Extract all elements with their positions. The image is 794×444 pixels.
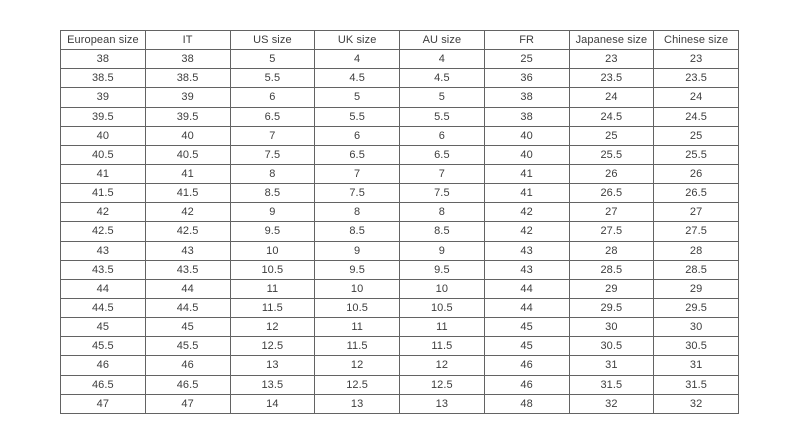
table-cell: 43.5 <box>61 260 146 279</box>
table-row <box>61 222 739 241</box>
table-cell: 4 <box>400 50 485 69</box>
table-cell: 11.5 <box>400 337 485 356</box>
table-row <box>61 203 739 222</box>
table-cell: 42.5 <box>145 222 230 241</box>
table-cell: 12 <box>230 318 315 337</box>
table-cell: 38.5 <box>145 69 230 88</box>
table-cell: 27 <box>569 203 654 222</box>
table-cell: 40 <box>484 126 569 145</box>
table-cell: 26.5 <box>654 184 739 203</box>
table-cell: 5.5 <box>400 107 485 126</box>
table-cell: 36 <box>484 69 569 88</box>
table-body <box>61 50 739 414</box>
table-cell: 8.5 <box>400 222 485 241</box>
table-row <box>61 241 739 260</box>
table-cell: 8.5 <box>315 222 400 241</box>
table-cell: 39.5 <box>61 107 146 126</box>
table-cell: 11 <box>315 318 400 337</box>
table-cell: 44 <box>484 298 569 317</box>
table-cell: 25 <box>569 126 654 145</box>
table-cell: 24 <box>654 88 739 107</box>
table-row <box>61 69 739 88</box>
table-row <box>61 375 739 394</box>
table-cell: 44.5 <box>61 298 146 317</box>
table-cell: 6.5 <box>315 145 400 164</box>
table-row <box>61 50 739 69</box>
table-cell: 6.5 <box>400 145 485 164</box>
table-cell: 6 <box>230 88 315 107</box>
table-cell: 41.5 <box>61 184 146 203</box>
table-cell: 24 <box>569 88 654 107</box>
table-cell: 27 <box>654 203 739 222</box>
table-cell: 26 <box>654 164 739 183</box>
table-cell: 46.5 <box>61 375 146 394</box>
table-cell: 32 <box>654 394 739 413</box>
table-cell: 42 <box>484 222 569 241</box>
table-cell: 12.5 <box>400 375 485 394</box>
table-cell: 11 <box>400 318 485 337</box>
table-cell: 43 <box>61 241 146 260</box>
table-cell: 41 <box>61 164 146 183</box>
table-cell: 45 <box>145 318 230 337</box>
table-cell: 23 <box>569 50 654 69</box>
table-cell: 11.5 <box>230 298 315 317</box>
table-cell: 30.5 <box>569 337 654 356</box>
table-cell: 30 <box>569 318 654 337</box>
table-cell: 44 <box>484 279 569 298</box>
table-cell: 46 <box>484 356 569 375</box>
table-cell: 39.5 <box>145 107 230 126</box>
table-cell: 41 <box>484 184 569 203</box>
table-cell: 45 <box>61 318 146 337</box>
table-cell: 38 <box>61 50 146 69</box>
table-cell: 14 <box>230 394 315 413</box>
table-cell: 7 <box>400 164 485 183</box>
table-cell: 38 <box>145 50 230 69</box>
table-cell: 10.5 <box>315 298 400 317</box>
table-cell: 11 <box>230 279 315 298</box>
table-row <box>61 88 739 107</box>
table-cell: 10 <box>230 241 315 260</box>
table-cell: 9 <box>400 241 485 260</box>
table-cell: 4.5 <box>315 69 400 88</box>
table-row <box>61 126 739 145</box>
table-cell: 41.5 <box>145 184 230 203</box>
table-cell: 9.5 <box>400 260 485 279</box>
shoe-size-conversion-table-container <box>60 30 739 414</box>
table-cell: 47 <box>145 394 230 413</box>
table-header-row <box>61 31 739 50</box>
table-cell: 23.5 <box>654 69 739 88</box>
table-cell: 25.5 <box>569 145 654 164</box>
shoe-size-conversion-table <box>60 30 739 414</box>
table-cell: 12 <box>400 356 485 375</box>
table-cell: 8 <box>230 164 315 183</box>
table-cell: 38 <box>484 88 569 107</box>
table-cell: 5.5 <box>230 69 315 88</box>
table-cell: 30.5 <box>654 337 739 356</box>
table-cell: 25 <box>484 50 569 69</box>
table-cell: 40 <box>145 126 230 145</box>
column-header: AU size <box>400 31 485 50</box>
table-row <box>61 394 739 413</box>
table-cell: 43.5 <box>145 260 230 279</box>
table-row <box>61 279 739 298</box>
table-cell: 39 <box>145 88 230 107</box>
table-cell: 12.5 <box>315 375 400 394</box>
table-cell: 25 <box>654 126 739 145</box>
table-cell: 40.5 <box>61 145 146 164</box>
table-cell: 4.5 <box>400 69 485 88</box>
table-cell: 41 <box>145 164 230 183</box>
table-row <box>61 298 739 317</box>
table-cell: 44.5 <box>145 298 230 317</box>
column-header: Japanese size <box>569 31 654 50</box>
table-cell: 11.5 <box>315 337 400 356</box>
table-cell: 27.5 <box>569 222 654 241</box>
table-cell: 10 <box>400 279 485 298</box>
table-cell: 7 <box>315 164 400 183</box>
table-cell: 42 <box>61 203 146 222</box>
table-cell: 4 <box>315 50 400 69</box>
table-cell: 5 <box>315 88 400 107</box>
table-cell: 45.5 <box>145 337 230 356</box>
table-cell: 9 <box>315 241 400 260</box>
table-cell: 44 <box>145 279 230 298</box>
table-cell: 13 <box>400 394 485 413</box>
table-cell: 8 <box>315 203 400 222</box>
table-cell: 23.5 <box>569 69 654 88</box>
table-cell: 46 <box>61 356 146 375</box>
table-cell: 29 <box>654 279 739 298</box>
column-header: European size <box>61 31 146 50</box>
table-cell: 46 <box>145 356 230 375</box>
table-cell: 7.5 <box>400 184 485 203</box>
table-cell: 43 <box>484 260 569 279</box>
table-head <box>61 31 739 50</box>
table-cell: 5 <box>230 50 315 69</box>
table-cell: 6 <box>315 126 400 145</box>
column-header: UK size <box>315 31 400 50</box>
table-row <box>61 337 739 356</box>
table-cell: 46.5 <box>145 375 230 394</box>
table-row <box>61 107 739 126</box>
table-cell: 13.5 <box>230 375 315 394</box>
table-cell: 28 <box>654 241 739 260</box>
table-row <box>61 145 739 164</box>
table-row <box>61 318 739 337</box>
table-cell: 27.5 <box>654 222 739 241</box>
table-cell: 32 <box>569 394 654 413</box>
table-cell: 7.5 <box>230 145 315 164</box>
table-cell: 10.5 <box>400 298 485 317</box>
table-cell: 41 <box>484 164 569 183</box>
table-cell: 13 <box>230 356 315 375</box>
table-cell: 38 <box>484 107 569 126</box>
table-cell: 44 <box>61 279 146 298</box>
table-cell: 29 <box>569 279 654 298</box>
table-cell: 47 <box>61 394 146 413</box>
table-cell: 29.5 <box>569 298 654 317</box>
table-cell: 23 <box>654 50 739 69</box>
column-header: US size <box>230 31 315 50</box>
table-cell: 10 <box>315 279 400 298</box>
column-header: Chinese size <box>654 31 739 50</box>
table-cell: 12 <box>315 356 400 375</box>
table-cell: 7.5 <box>315 184 400 203</box>
table-cell: 26.5 <box>569 184 654 203</box>
table-cell: 45 <box>484 318 569 337</box>
table-cell: 9.5 <box>315 260 400 279</box>
table-cell: 40 <box>484 145 569 164</box>
table-cell: 31 <box>569 356 654 375</box>
table-cell: 5 <box>400 88 485 107</box>
table-cell: 13 <box>315 394 400 413</box>
table-cell: 48 <box>484 394 569 413</box>
table-cell: 30 <box>654 318 739 337</box>
table-cell: 12.5 <box>230 337 315 356</box>
table-row <box>61 184 739 203</box>
table-cell: 28.5 <box>569 260 654 279</box>
table-cell: 39 <box>61 88 146 107</box>
table-cell: 29.5 <box>654 298 739 317</box>
table-cell: 28.5 <box>654 260 739 279</box>
table-cell: 31.5 <box>569 375 654 394</box>
table-cell: 5.5 <box>315 107 400 126</box>
table-cell: 40.5 <box>145 145 230 164</box>
table-row <box>61 356 739 375</box>
table-cell: 28 <box>569 241 654 260</box>
table-row <box>61 164 739 183</box>
table-cell: 43 <box>145 241 230 260</box>
table-cell: 42 <box>484 203 569 222</box>
table-cell: 31 <box>654 356 739 375</box>
column-header: IT <box>145 31 230 50</box>
table-cell: 31.5 <box>654 375 739 394</box>
column-header: FR <box>484 31 569 50</box>
table-cell: 24.5 <box>569 107 654 126</box>
table-cell: 26 <box>569 164 654 183</box>
table-cell: 9 <box>230 203 315 222</box>
table-cell: 25.5 <box>654 145 739 164</box>
table-cell: 8.5 <box>230 184 315 203</box>
table-cell: 10.5 <box>230 260 315 279</box>
table-cell: 7 <box>230 126 315 145</box>
table-cell: 40 <box>61 126 146 145</box>
table-cell: 6 <box>400 126 485 145</box>
table-cell: 38.5 <box>61 69 146 88</box>
table-cell: 9.5 <box>230 222 315 241</box>
table-cell: 42.5 <box>61 222 146 241</box>
table-cell: 45 <box>484 337 569 356</box>
table-cell: 24.5 <box>654 107 739 126</box>
table-cell: 43 <box>484 241 569 260</box>
table-cell: 42 <box>145 203 230 222</box>
table-cell: 8 <box>400 203 485 222</box>
table-cell: 45.5 <box>61 337 146 356</box>
table-row <box>61 260 739 279</box>
table-cell: 6.5 <box>230 107 315 126</box>
table-cell: 46 <box>484 375 569 394</box>
